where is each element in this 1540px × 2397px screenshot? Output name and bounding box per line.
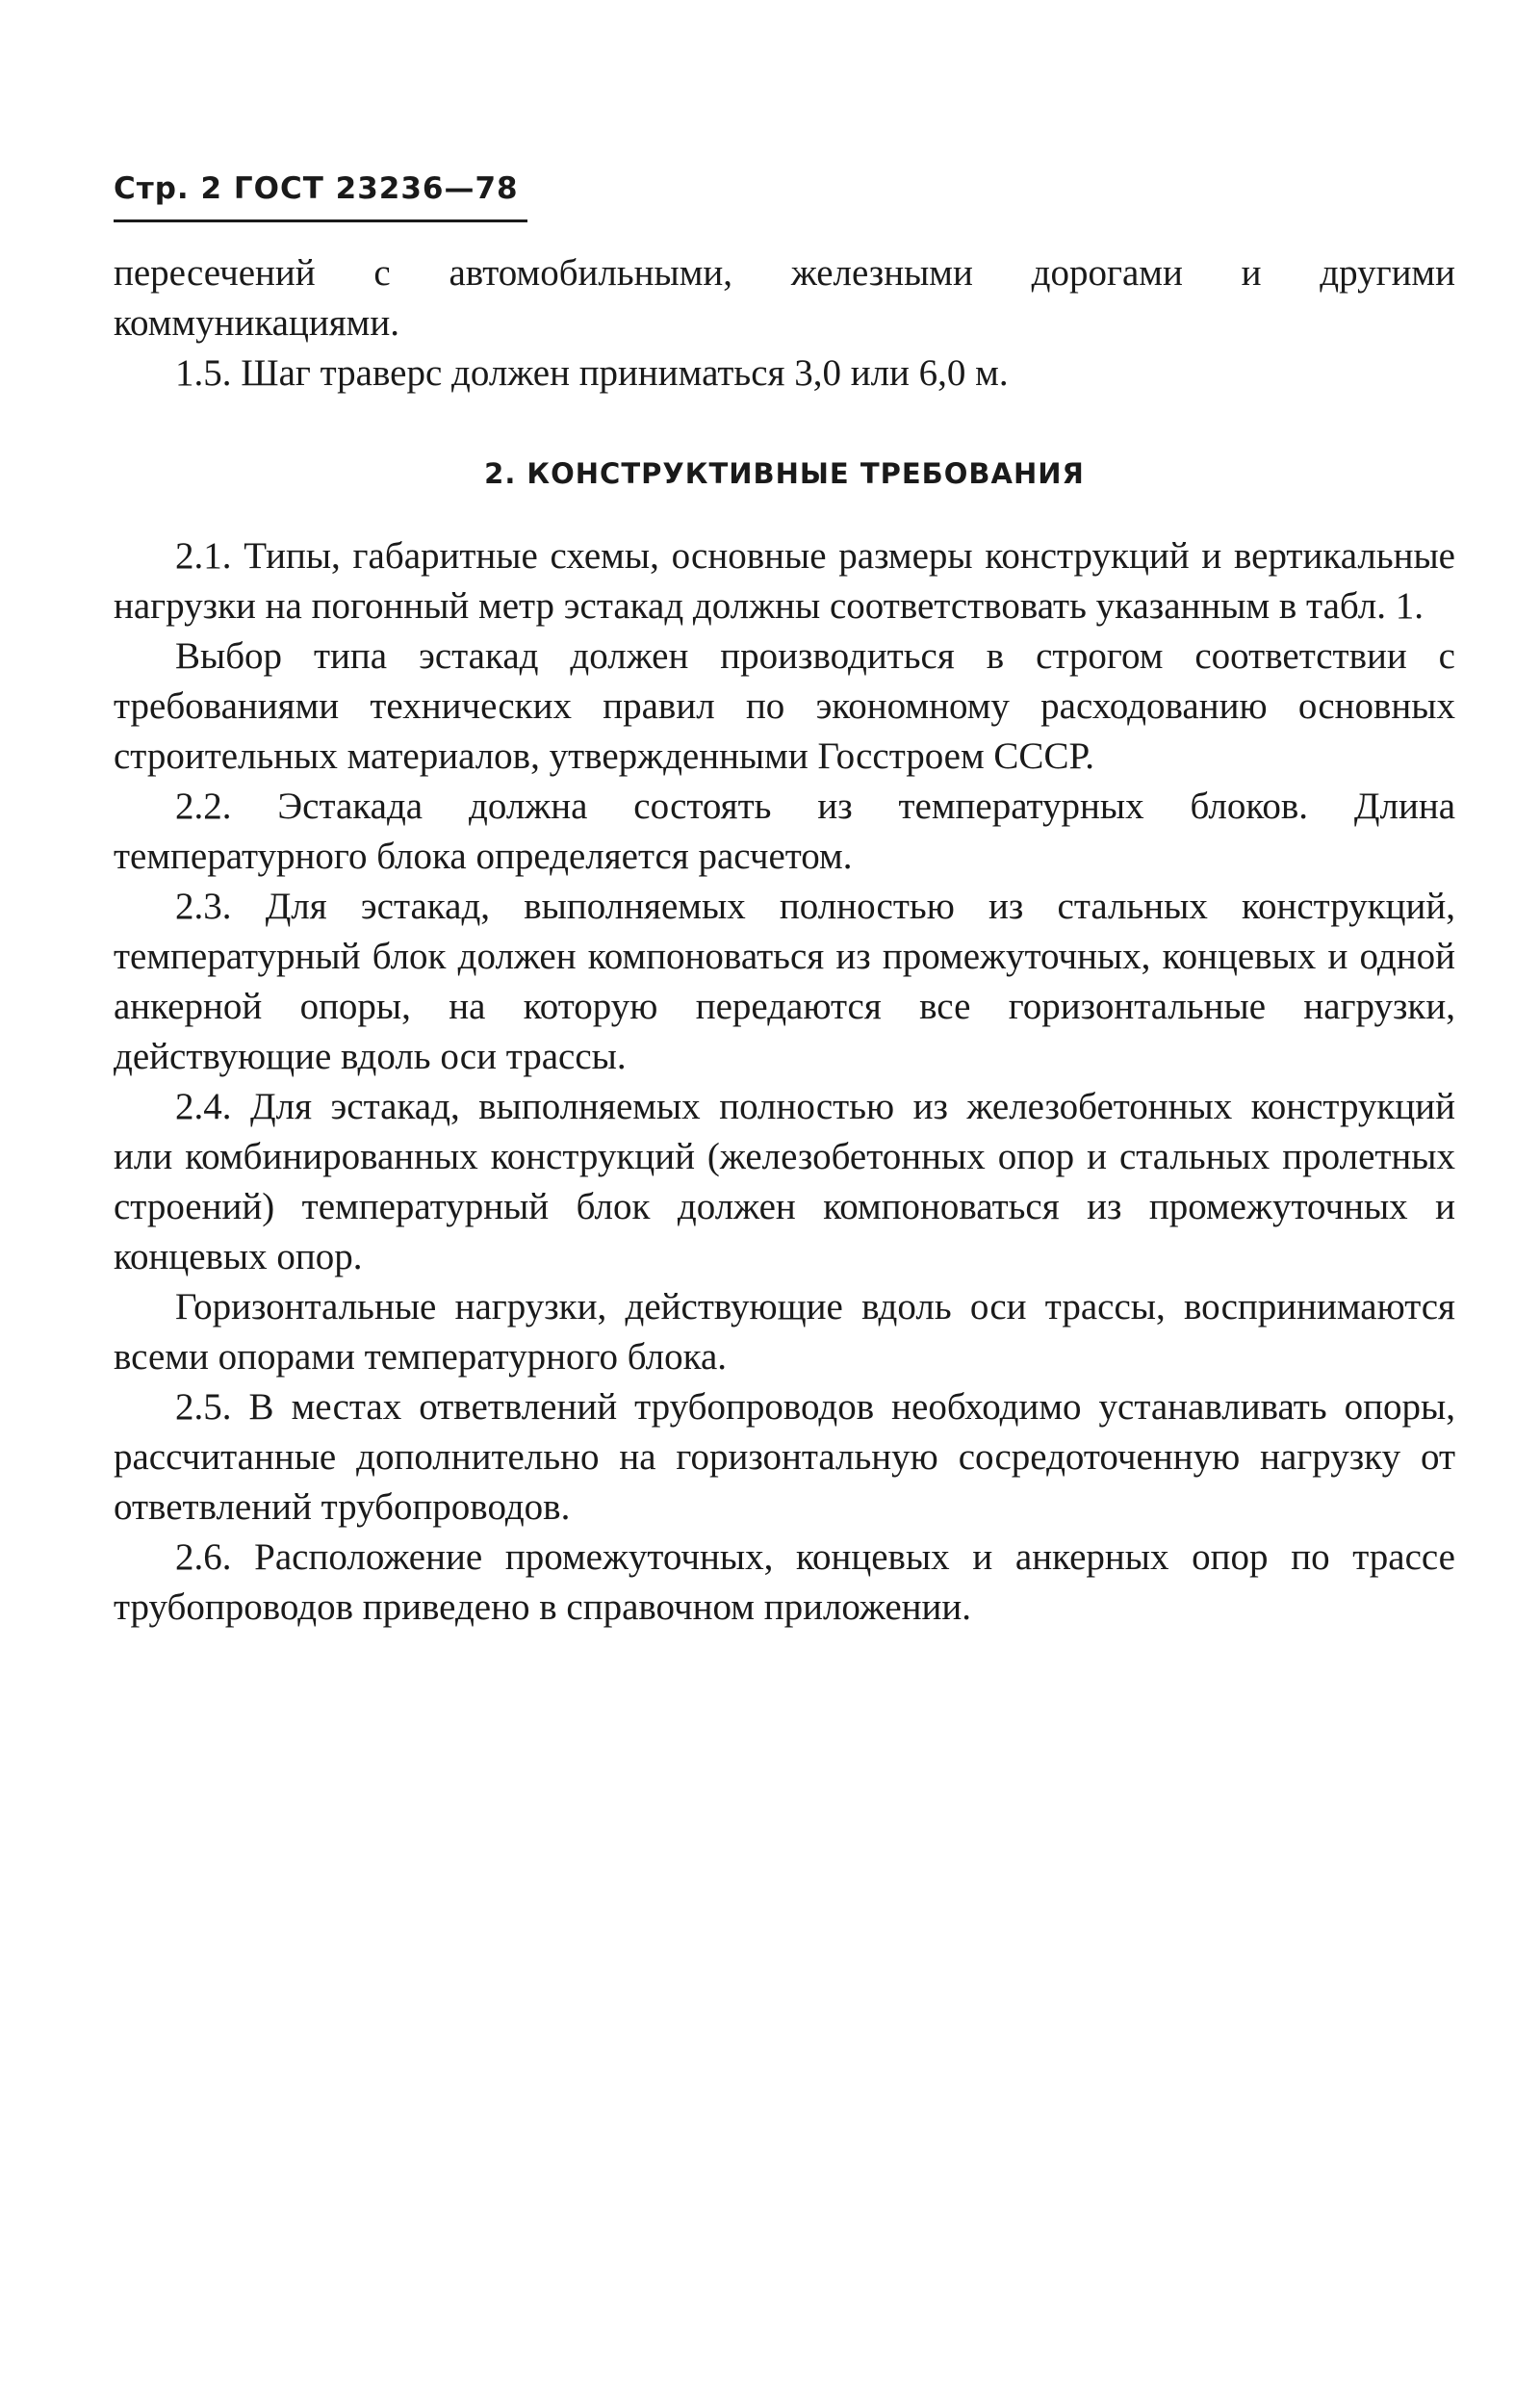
document-body: [114, 248, 1455, 1633]
section-title: 2. КОНСТРУКТИВНЫЕ ТРЕБОВАНИЯ: [484, 457, 1085, 490]
paragraph-2-5: 2.5. В местах ответвлений трубопроводов необходимо устанавливать опоры, рассчитанные дополнительно на горизонтальную сосредоточенную нагрузку от ответвлений трубопроводов.: [114, 1386, 1455, 1528]
paragraph-2-1: 2.1. Типы, габаритные схемы, основные размеры конструкций и вертикальные нагрузки на погонный метр эстакад должны соответствовать указанным в табл. 1.: [114, 535, 1455, 627]
paragraph-2-3: 2.3. Для эстакад, выполняемых полностью из стальных конструкций, температурный блок должен компоноваться из промежуточных, концевых и одной анкерной опоры, на которую передаются все горизонтальные нагрузки, действующие вдоль оси трассы.: [114, 886, 1455, 1077]
header-divider: [114, 219, 527, 222]
paragraph-2-2: 2.2. Эстакада должна состоять из температурных блоков. Длина температурного блока определяется расчетом.: [114, 786, 1455, 877]
paragraph-2-4-continued: Горизонтальные нагрузки, действующие вдоль оси трассы, воспринимаются всеми опорами температурного блока.: [114, 1286, 1455, 1378]
paragraph-2-4: 2.4. Для эстакад, выполняемых полностью из железобетонных конструкций или комбинированных конструкций (железобетонных опор и стальных пролетных строений) температурный блок должен компоноваться из промежуточных и концевых опор.: [114, 1086, 1455, 1277]
paragraph-1-5: 1.5. Шаг траверс должен приниматься 3,0 или 6,0 м.: [175, 352, 1009, 394]
paragraph-continuation: пересечений с автомобильными, железными дорогами и другими коммуникациями.: [114, 252, 1455, 344]
page-header: Стр. 2 ГОСТ 23236—78: [114, 171, 519, 206]
paragraph-2-6: 2.6. Расположение промежуточных, концевых и анкерных опор по трассе трубопроводов приведено в справочном приложении.: [114, 1536, 1455, 1628]
paragraph-2-1-continued: Выбор типа эстакад должен производиться в строгом соответствии с требованиями технических правил по экономному расходованию основных строительных материалов, утвержденными Госстроем СССР.: [114, 635, 1455, 777]
